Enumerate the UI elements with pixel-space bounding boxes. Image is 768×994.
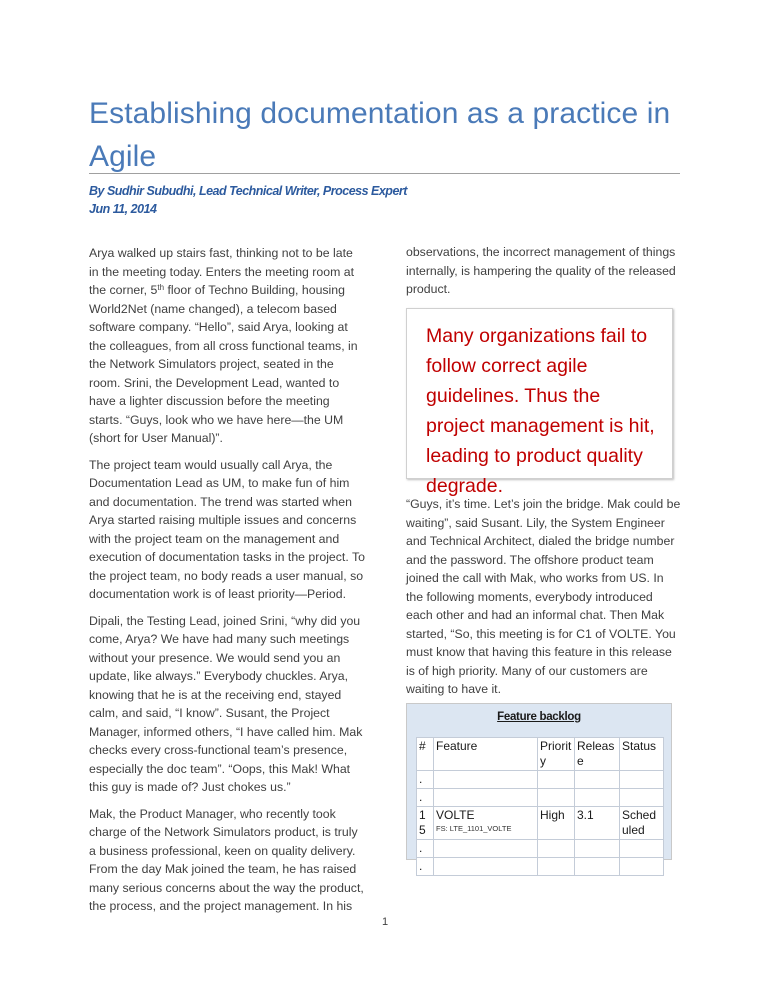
table-cell: High [538, 807, 575, 840]
column-header: Feature [434, 738, 538, 771]
table-row [417, 807, 664, 840]
document-title: Establishing documentation as a practice in Agile [89, 97, 671, 173]
table-cell [538, 789, 575, 807]
table-row [417, 789, 664, 807]
paragraph: Mak, the Product Manager, who recently took charge of the Network Simulators product, is truly a business professional, keen on quality delivery. From the day Mak joined the team, he has raised many serious concerns about the way the product, the process, and the project management. In his [89, 806, 364, 913]
ordinal-suffix: th [157, 283, 165, 292]
paragraph: Dipali, the Testing Lead, joined Srini, “why did you come, Arya? We have had many such meetings without your presence. We would send you an update, like always.” Everybody chuckles. Arya, knowing that he is at the receiving end, stayed calm, and said, “I know”. Susant, the Project Manager, informed others, “I have called him. Mak checks every cross-functional team’s presence, especially the doc team”. “Oops, this Mak! What this guy is made of? Just chokes us.” [89, 613, 363, 794]
table-cell [620, 789, 664, 807]
paragraph: “Guys, it’s time. Let’s join the bridge. Mak could be waiting”, said Susant. Lily, the System Engineer and Technical Architect, dialed the bridge number and the password. The offshore product team joined the call with Mak, who works from US. In the following moments, everybody introduced each other and had an informal chat. Then Mak started, “So, this meeting is for C1 of VOLTE. You must know that having this feature in this release is of high priority. Many of our customers are waiting to have it. [406, 497, 681, 696]
table-row [417, 840, 664, 858]
table-cell: 3.1 [575, 807, 620, 840]
table-cell [538, 771, 575, 789]
column-header: # [417, 738, 434, 771]
column-header: Status [620, 738, 664, 771]
pull-quote-text: Many organizations fail to follow correct agile guidelines. Thus the project management is hit, leading to product quality degrade. [426, 325, 655, 497]
table-cell: . [417, 840, 434, 858]
table-cell: . [417, 771, 434, 789]
paragraph: The project team would usually call Arya, the Documentation Lead as UM, to make fun of him and documentation. The trend was started when Arya started raising multiple issues and concerns with the project team on the management and execution of documentation tasks in the project. To the project team, no body reads a user manual, so documentation work is of least priority—Period. [89, 457, 365, 601]
table-cell [434, 840, 538, 858]
table-cell [538, 858, 575, 876]
table-cell: 15 [417, 807, 434, 840]
table-cell [575, 771, 620, 789]
title-rule [89, 173, 680, 174]
table-header-row [417, 738, 664, 771]
table-cell [434, 807, 538, 840]
feature-backlog-title: Feature backlog [497, 711, 581, 723]
table-row [417, 771, 664, 789]
paragraph-text: floor of Techno Building, housing World2Net (name changed), a telecom based software company. “Hello”, said Arya, looking at the colleagues, from all cross functional teams, in the Network Simulators project, seated in the room. Srini, the Development Lead, wanted to have a lighter discussion before the meeting starts. “Guys, look who we have here—the UM (short for User Manual)”. [89, 283, 358, 445]
table-cell: Scheduled [620, 807, 664, 840]
table-cell [538, 840, 575, 858]
feature-spec-id: FS: LTE_1101_VOLTE [436, 824, 512, 833]
table-row [417, 858, 664, 876]
table-cell [575, 789, 620, 807]
table-cell: . [417, 858, 434, 876]
feature-backlog-table [416, 737, 664, 876]
table-cell [575, 840, 620, 858]
table-cell: . [417, 789, 434, 807]
paragraph: observations, the incorrect management of things internally, is hampering the quality of the released product. [406, 245, 676, 296]
column-header: Priority [538, 738, 575, 771]
table-cell [434, 789, 538, 807]
page-number: 1 [381, 916, 389, 928]
publish-date: Jun 11, 2014 [89, 202, 157, 216]
pull-quote-box [406, 308, 673, 497]
feature-backlog-box [406, 703, 672, 873]
author-line: By Sudhir Subudhi, Lead Technical Writer, Process Expert [89, 184, 407, 198]
table-cell [620, 840, 664, 858]
paragraph [89, 244, 365, 448]
right-column-top [406, 243, 681, 307]
table-cell [620, 771, 664, 789]
paragraph-text: Arya walked up stairs fast, thinking not to be late in the meeting today. Enters the meeting room at the corner, 5 [89, 246, 354, 297]
table-cell [434, 858, 538, 876]
feature-name: VOLTE [436, 808, 475, 822]
table-cell [575, 858, 620, 876]
table-cell [620, 858, 664, 876]
column-header: Release [575, 738, 620, 771]
byline [89, 182, 407, 218]
right-column-bottom [406, 495, 682, 707]
left-column [89, 244, 365, 924]
table-cell [434, 771, 538, 789]
